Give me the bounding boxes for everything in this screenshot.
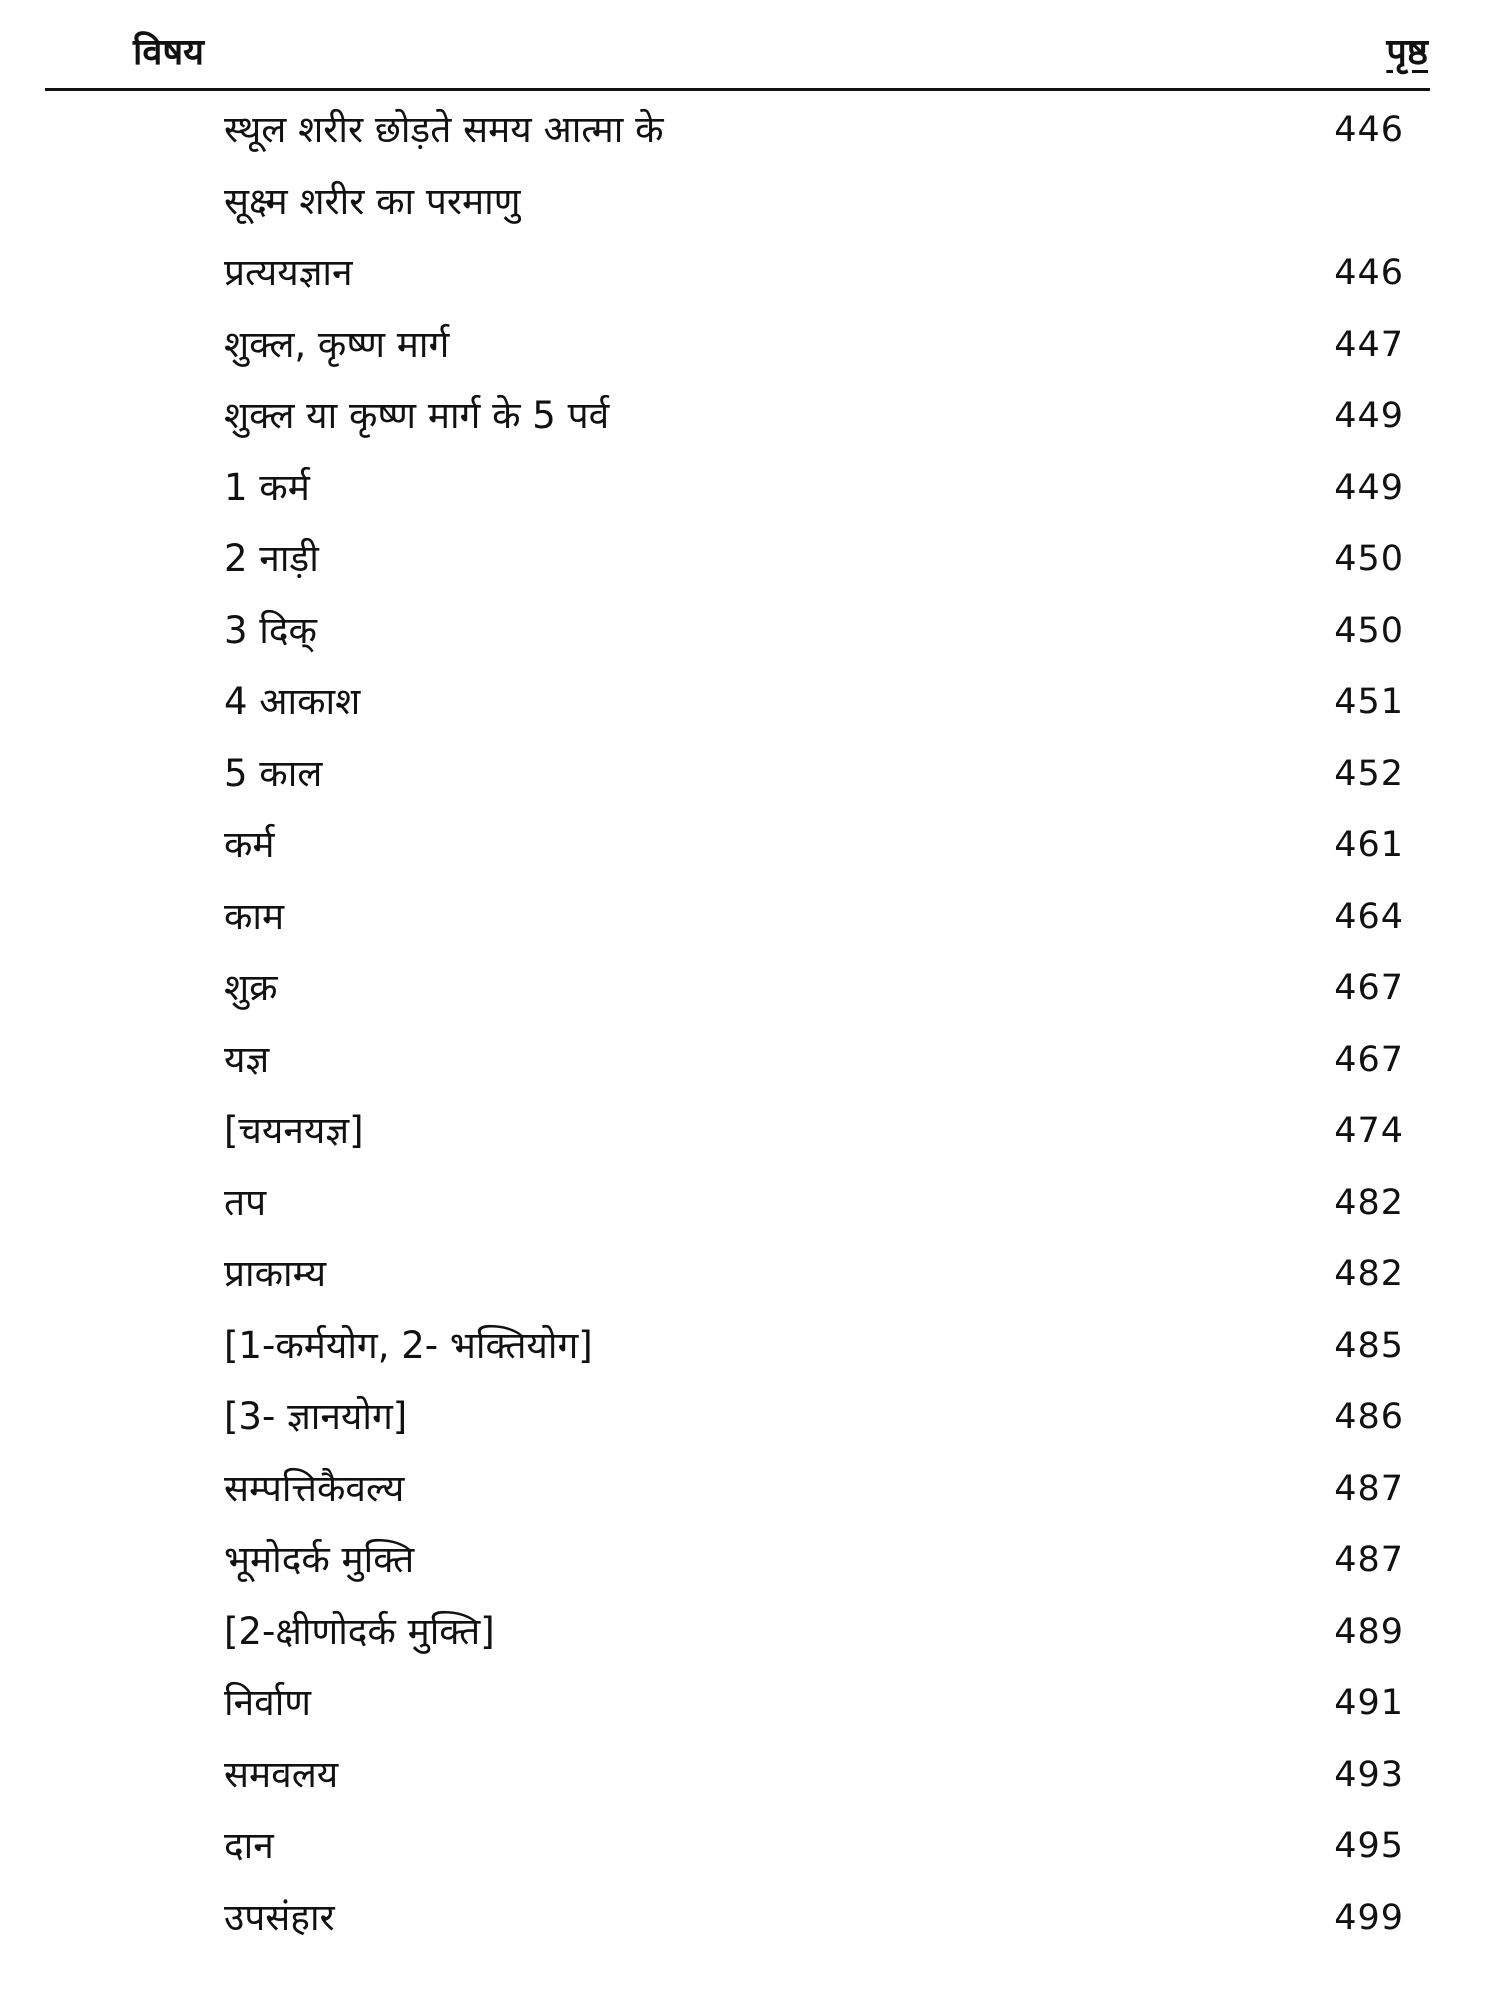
header-rule xyxy=(45,88,1430,91)
toc-entry-title: सूक्ष्म शरीर का परमाणु xyxy=(224,179,521,223)
toc-entry-title: भूमोदर्क मुक्ति xyxy=(224,1538,415,1581)
toc-entry xyxy=(0,1318,1500,1390)
toc-entry xyxy=(0,1747,1500,1819)
toc-entry-title: तप xyxy=(224,1180,267,1224)
toc-entry-page-number: 449 xyxy=(1334,396,1404,436)
toc-entry-title: 5 काल xyxy=(224,751,323,795)
toc-entry-page-number: 461 xyxy=(1334,825,1404,865)
toc-entry-title: [2-क्षीणोदर्क मुक्ति] xyxy=(224,1609,495,1653)
toc-entry-title: [1-कर्मयोग, 2- भक्तियोग] xyxy=(224,1323,593,1367)
toc-entry-title: 4 आकाश xyxy=(224,680,361,723)
toc-entry xyxy=(0,1389,1500,1461)
toc-entry-title: समवलय xyxy=(224,1752,339,1796)
toc-entry-page-number: 450 xyxy=(1334,539,1404,579)
toc-entry xyxy=(0,746,1500,818)
toc-entry-page-number: 487 xyxy=(1334,1540,1404,1580)
toc-entry xyxy=(0,817,1500,889)
toc-entry-page-number: 464 xyxy=(1334,896,1404,937)
toc-entry-page-number: 467 xyxy=(1334,1039,1404,1080)
toc-entry-page-number: 446 xyxy=(1334,110,1404,150)
toc-entry-title: स्थूल शरीर छोड़ते समय आत्मा के xyxy=(224,108,664,151)
toc-entry-page-number: 493 xyxy=(1334,1754,1404,1795)
toc-entry xyxy=(0,317,1500,389)
toc-entry-title: [चयनयज्ञ] xyxy=(224,1109,364,1152)
toc-entry xyxy=(0,1604,1500,1676)
table-of-contents xyxy=(0,102,1500,1961)
toc-entry-title: प्रत्ययज्ञान xyxy=(224,251,353,294)
toc-entry-page-number: 486 xyxy=(1334,1397,1404,1437)
toc-entry-page-number: 474 xyxy=(1334,1111,1404,1151)
toc-entry-page-number: 499 xyxy=(1334,1897,1404,1938)
toc-entry xyxy=(0,603,1500,675)
page-column-heading: पृष्ठ xyxy=(1386,32,1428,73)
toc-entry-title: 3 दिक् xyxy=(224,608,317,652)
toc-entry xyxy=(0,1032,1500,1104)
toc-entry xyxy=(0,245,1500,317)
toc-entry xyxy=(0,674,1500,746)
toc-entry-page-number: 450 xyxy=(1334,610,1404,651)
toc-entry xyxy=(0,1675,1500,1747)
toc-entry-page-number: 446 xyxy=(1334,253,1404,293)
toc-entry-title: यज्ञ xyxy=(224,1037,270,1081)
toc-entry xyxy=(0,1461,1500,1533)
toc-entry-title: सम्पत्तिकैवल्य xyxy=(224,1466,405,1510)
toc-entry-title: [3- ज्ञानयोग] xyxy=(224,1395,408,1438)
toc-entry-page-number: 489 xyxy=(1334,1611,1404,1652)
toc-entry xyxy=(0,960,1500,1032)
toc-entry-title: कर्म xyxy=(224,823,275,866)
toc-entry-title: काम xyxy=(224,894,285,938)
toc-entry-page-number: 485 xyxy=(1334,1325,1404,1366)
toc-entry xyxy=(0,1890,1500,1962)
toc-entry-title: प्राकाम्य xyxy=(224,1252,327,1295)
toc-entry-page-number: 447 xyxy=(1334,324,1404,365)
toc-entry xyxy=(0,1175,1500,1247)
toc-header xyxy=(0,0,1500,90)
toc-entry-page-number: 451 xyxy=(1334,682,1404,722)
toc-entry-page-number: 467 xyxy=(1334,968,1404,1008)
toc-entry xyxy=(0,1246,1500,1318)
toc-entry-title: दान xyxy=(224,1824,274,1867)
toc-entry xyxy=(0,1532,1500,1604)
toc-entry-title: 2 नाड़ी xyxy=(224,537,319,580)
toc-entry-title: उपसंहार xyxy=(224,1895,335,1939)
subject-column-heading: विषय xyxy=(133,32,205,73)
toc-entry-title: 1 कर्म xyxy=(224,465,310,509)
toc-entry-title: शुक्र xyxy=(224,966,278,1009)
toc-entry xyxy=(0,174,1500,246)
toc-entry-page-number: 452 xyxy=(1334,753,1404,794)
toc-entry-page-number: 487 xyxy=(1334,1468,1404,1509)
toc-entry-page-number: 495 xyxy=(1334,1826,1404,1866)
toc-entry xyxy=(0,531,1500,603)
toc-entry-page-number: 482 xyxy=(1334,1182,1404,1223)
toc-entry xyxy=(0,102,1500,174)
toc-entry-title: शुक्ल या कृष्ण मार्ग के 5 पर्व xyxy=(224,394,610,437)
toc-entry-page-number: 491 xyxy=(1334,1683,1404,1723)
toc-entry-title: निर्वाण xyxy=(224,1681,312,1724)
toc-entry-page-number: 449 xyxy=(1334,467,1404,508)
toc-entry xyxy=(0,1818,1500,1890)
toc-entry xyxy=(0,1103,1500,1175)
toc-entry xyxy=(0,460,1500,532)
toc-entry xyxy=(0,388,1500,460)
toc-entry-page-number: 482 xyxy=(1334,1254,1404,1294)
toc-entry-title: शुक्ल, कृष्ण मार्ग xyxy=(224,322,450,366)
toc-entry xyxy=(0,889,1500,961)
